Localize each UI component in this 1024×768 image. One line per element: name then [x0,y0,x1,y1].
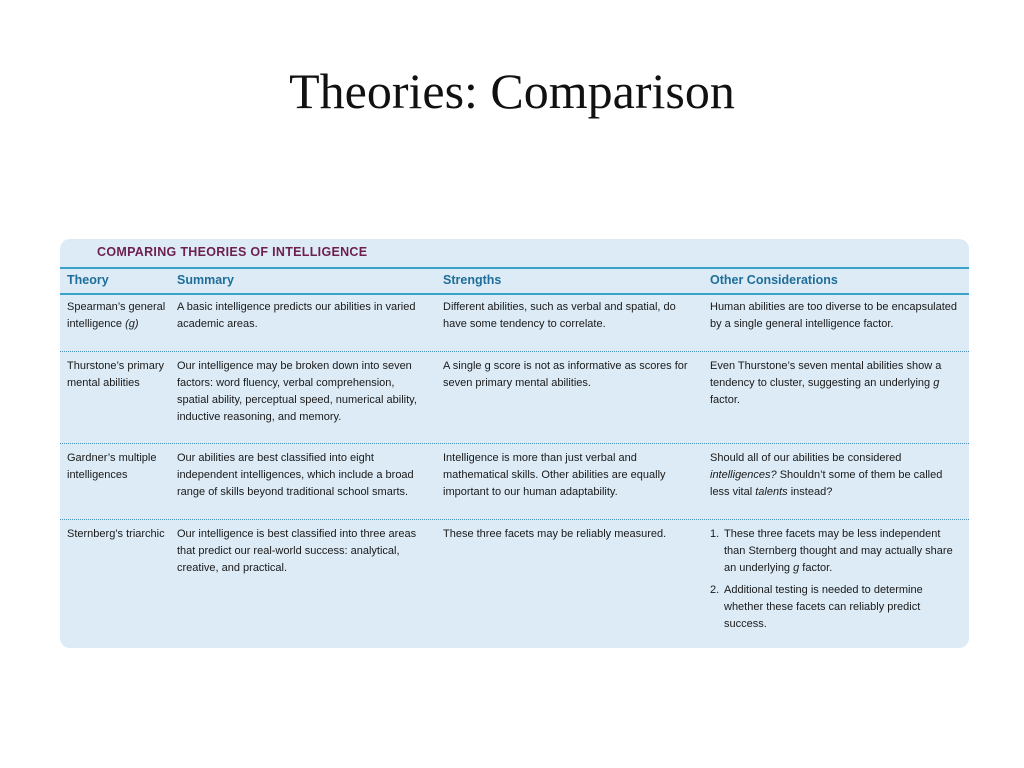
table-row-sternberg [60,520,969,646]
theory-cell: Thurstone’s primary mental abilities [67,360,164,389]
slide-title: Theories: Comparison [289,63,735,119]
other-considerations-cell: Human abilities are too diverse to be encapsulated by a single general intelligence factor. [710,301,958,330]
other-considerations-cell: Even Thurstone’s seven mental abilities show a tendency to cluster, suggesting an underlying g factor. [710,360,942,406]
strengths-cell: These three facets may be reliably measured. [443,528,667,540]
theory-cell: Gardner’s multiple intelligences [67,452,157,481]
comparison-table [60,239,969,648]
table-row-spearman [60,293,969,352]
strengths-cell: Intelligence is more than just verbal and mathematical skills. Other abilities are equally important to our human adaptability. [443,452,666,498]
strengths-cell: Different abilities, such as verbal and spatial, do have some tendency to correlate. [443,301,676,330]
table-heading: COMPARING THEORIES OF INTELLIGENCE [97,245,368,259]
theory-cell: Sternberg’s triarchic [67,528,165,540]
summary-cell: Our intelligence may be broken down into seven factors: word fluency, verbal comprehension, spatial ability, perceptual speed, numerical ability, inductive reasoning, and memory. [177,360,417,423]
strengths-cell: A single g score is not as informative as scores for seven primary mental abilities. [443,360,688,389]
other-considerations-cell [710,526,962,633]
column-header-strengths: Strengths [443,273,502,287]
summary-cell: Our abilities are best classified into eight independent intelligences, which include a broad range of skills beyond traditional school smarts. [177,452,414,498]
summary-cell: Our intelligence is best classified into three areas that predict our real-world success: analytical, creative, and practical. [177,528,417,574]
table-header-row [60,267,969,295]
other-considerations-cell: Should all of our abilities be considered intelligences? Shouldn’t some of them be called less vital talents instead? [710,452,943,498]
numbered-item: 1. These three facets may be less independent than Sternberg thought and may actually share an underlying g factor. [710,528,953,574]
column-header-summary: Summary [177,273,234,287]
theory-cell: Spearman’s general intelligence (g) [67,301,166,330]
column-header-theory: Theory [67,273,109,287]
summary-cell: A basic intelligence predicts our abilities in varied academic areas. [177,301,416,330]
column-header-other-considerations: Other Considerations [710,273,838,287]
table-row-thurstone [60,352,969,444]
table-row-gardner [60,444,969,520]
numbered-item: 2. Additional testing is needed to determine whether these facets can reliably predict success. [710,584,923,630]
